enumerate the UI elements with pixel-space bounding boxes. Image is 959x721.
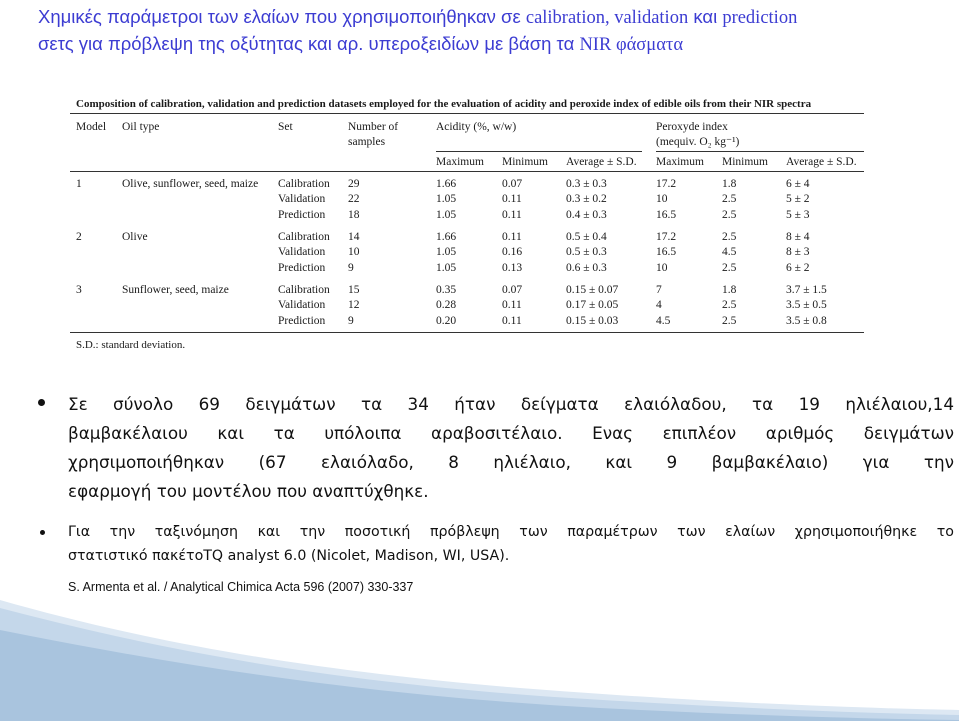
subheader-cell: Average ± S.D. [786,156,857,168]
slide-title [38,4,953,58]
table-cell: 4.5 [722,246,737,259]
table-cell: 0.6 ± 0.3 [566,261,607,274]
table-cell: 2.5 [722,314,737,327]
title-text: Χημικές παράμετροι των ελαίων που χρησιμοποιήθηκαν σε [38,6,526,27]
table-cell: 1.8 [722,178,737,190]
header-peroxide-2: (mequiv. O₂ kg⁻¹) [656,136,740,148]
table-cell: 1.05 [436,261,457,274]
table-footnote: S.D.: standard deviation. [76,339,186,351]
table-cell: Prediction [278,261,326,274]
table-cell: 0.28 [436,299,457,312]
bullet-text-line: εφαρμογή του μοντέλου που αναπτύχθηκε. [68,481,429,501]
table-cell: 12 [348,299,360,312]
header-samples-1: Number of [348,121,399,133]
table-cell: 2.5 [722,299,737,312]
header-samples-2: samples [348,136,386,148]
title-line-1 [38,4,953,31]
table-caption: Composition of calibration, validation and prediction datasets employed for the evaluation of acidity and peroxide index of edible oils from their NIR spectra [76,98,812,110]
header-acidity: Acidity (%, w/w) [436,121,517,133]
oil-type: Olive [122,231,148,243]
table-cell: 10 [348,246,360,259]
title-text: και [688,6,723,27]
table-cell: 6 ± 2 [786,261,810,274]
table-cell: 17.2 [656,178,677,190]
table-cell: 5 ± 3 [786,208,810,221]
table-cell: 8 ± 4 [786,231,810,243]
bullet-item [38,520,954,568]
oil-type: Sunflower, seed, maize [122,284,229,296]
table-cell: 0.15 ± 0.07 [566,284,619,296]
bullet-text-line: χρησιμοποιήθηκαν (67 ελαιόλαδο, 8 ηλιέλαιο, και 9 βαμβακέλαιο) για την [68,452,954,472]
table-cell: 2.5 [722,193,737,206]
table-cell: 0.35 [436,284,457,296]
bullet-text-line: στατιστικό πακέτοTQ analyst 6.0 (Nicolet, Madison, WI, USA). [68,548,510,564]
bullet-text-line: βαμβακέλαιου και τα υπόλοιπα αραβοσιτέλαιο. Ενας επιπλέον αριθμός δειγμάτων [68,423,954,443]
bullet-text-line: Για την ταξινόμηση και την ποσοτική πρόβλεψη των παραμέτρων των ελαίων χρησιμοποιήθηκε το [68,524,954,540]
table-cell: 10 [656,193,668,206]
subheader-cell: Maximum [656,156,704,168]
table-cell: 7 [656,284,662,296]
table-cell: Calibration [278,284,330,296]
table-cell: 0.20 [436,314,457,327]
table-cell: 0.11 [502,299,522,312]
table-cell: 8 ± 3 [786,246,810,259]
table-cell: Calibration [278,178,330,190]
table-cell: Calibration [278,231,330,243]
header-set: Set [278,121,293,133]
bullet-item [38,390,954,506]
decorative-wave [0,600,959,721]
table-cell: 0.15 ± 0.03 [566,314,619,327]
table-cell: Validation [278,193,326,206]
title-text: σετς για πρόβλεψη της οξύτητας και αρ. υπεροξειδίων με βάση τα [38,33,580,54]
table-cell: 1.66 [436,178,457,190]
subheader-cell: Average ± S.D. [566,156,637,168]
table-cell: 5 ± 2 [786,193,810,206]
table-cell: 6 ± 4 [786,178,810,190]
table-cell: 0.5 ± 0.4 [566,231,607,243]
table-cell: 14 [348,231,360,243]
table-cell: 1.05 [436,208,457,221]
table-cell: 0.16 [502,246,523,259]
table-cell: 1.8 [722,284,737,296]
table-cell: 0.3 ± 0.2 [566,193,607,206]
table-cell: 2.5 [722,261,737,274]
subheader-cell: Minimum [722,156,769,168]
header-oil-type: Oil type [122,121,160,133]
citation: S. Armenta et al. / Analytical Chimica Acta 596 (2007) 330-337 [68,580,414,594]
acidity-rule [436,151,642,152]
data-table [70,94,864,358]
table-cell: 4 [656,299,662,312]
table-cell: 29 [348,178,360,190]
table-cell: 0.13 [502,261,523,274]
table-cell: 0.3 ± 0.3 [566,178,607,190]
table-cell: 2.5 [722,231,737,243]
header-peroxide-1: Peroxyde index [656,121,728,133]
table-cell: 10 [656,261,668,274]
table-rule [70,332,864,333]
table-cell: 1.05 [436,246,457,259]
table-cell: 16.5 [656,246,677,259]
title-line-2 [38,31,953,58]
table-cell: 9 [348,261,354,274]
model-number: 1 [76,178,82,190]
table-cell: 2.5 [722,208,737,221]
title-text: prediction [722,8,798,28]
model-number: 3 [76,284,82,296]
peroxide-rule [656,151,864,152]
table-cell: 4.5 [656,314,671,327]
bullet-dot [38,399,45,406]
oil-type: Olive, sunflower, seed, maize [122,178,259,190]
table-cell: 0.4 ± 0.3 [566,208,607,221]
table-cell: 1.66 [436,231,457,243]
table-cell: 9 [348,314,354,327]
table-cell: 0.07 [502,284,523,296]
subheader-cell: Maximum [436,156,484,168]
table-cell: Prediction [278,314,326,327]
table-cell: Validation [278,299,326,312]
table-cell: 3.7 ± 1.5 [786,284,827,296]
table-cell: 0.5 ± 0.3 [566,246,607,259]
table-cell: 18 [348,208,360,221]
table-cell: 0.11 [502,193,522,206]
table-cell: 22 [348,193,360,206]
table-cell: 3.5 ± 0.5 [786,299,827,312]
title-text: NIR [579,35,612,55]
table-cell: 3.5 ± 0.8 [786,314,827,327]
table-cell: 0.11 [502,314,522,327]
subheader-cell: Minimum [502,156,549,168]
table-cell: 0.07 [502,178,523,190]
table-cell: 17.2 [656,231,677,243]
model-number: 2 [76,231,82,243]
table-rule [70,113,864,114]
table-cell: 0.11 [502,231,522,243]
table-cell: 1.05 [436,193,457,206]
table-rule [70,171,864,172]
bullet-dot [40,530,45,535]
table-cell: 16.5 [656,208,677,221]
table-cell: Validation [278,246,326,259]
title-text: calibration, validation [525,8,689,28]
title-text: φάσματα [611,35,684,55]
table-cell: 0.17 ± 0.05 [566,299,619,312]
table-cell: 0.11 [502,208,522,221]
table-cell: 15 [348,284,360,296]
table-cell: Prediction [278,208,326,221]
header-model: Model [76,121,107,133]
bullet-text-line: Σε σύνολο 69 δειγμάτων τα 34 ήταν δείγματα ελαιόλαδου, τα 19 ηλιέλαιου,14 [68,394,954,414]
